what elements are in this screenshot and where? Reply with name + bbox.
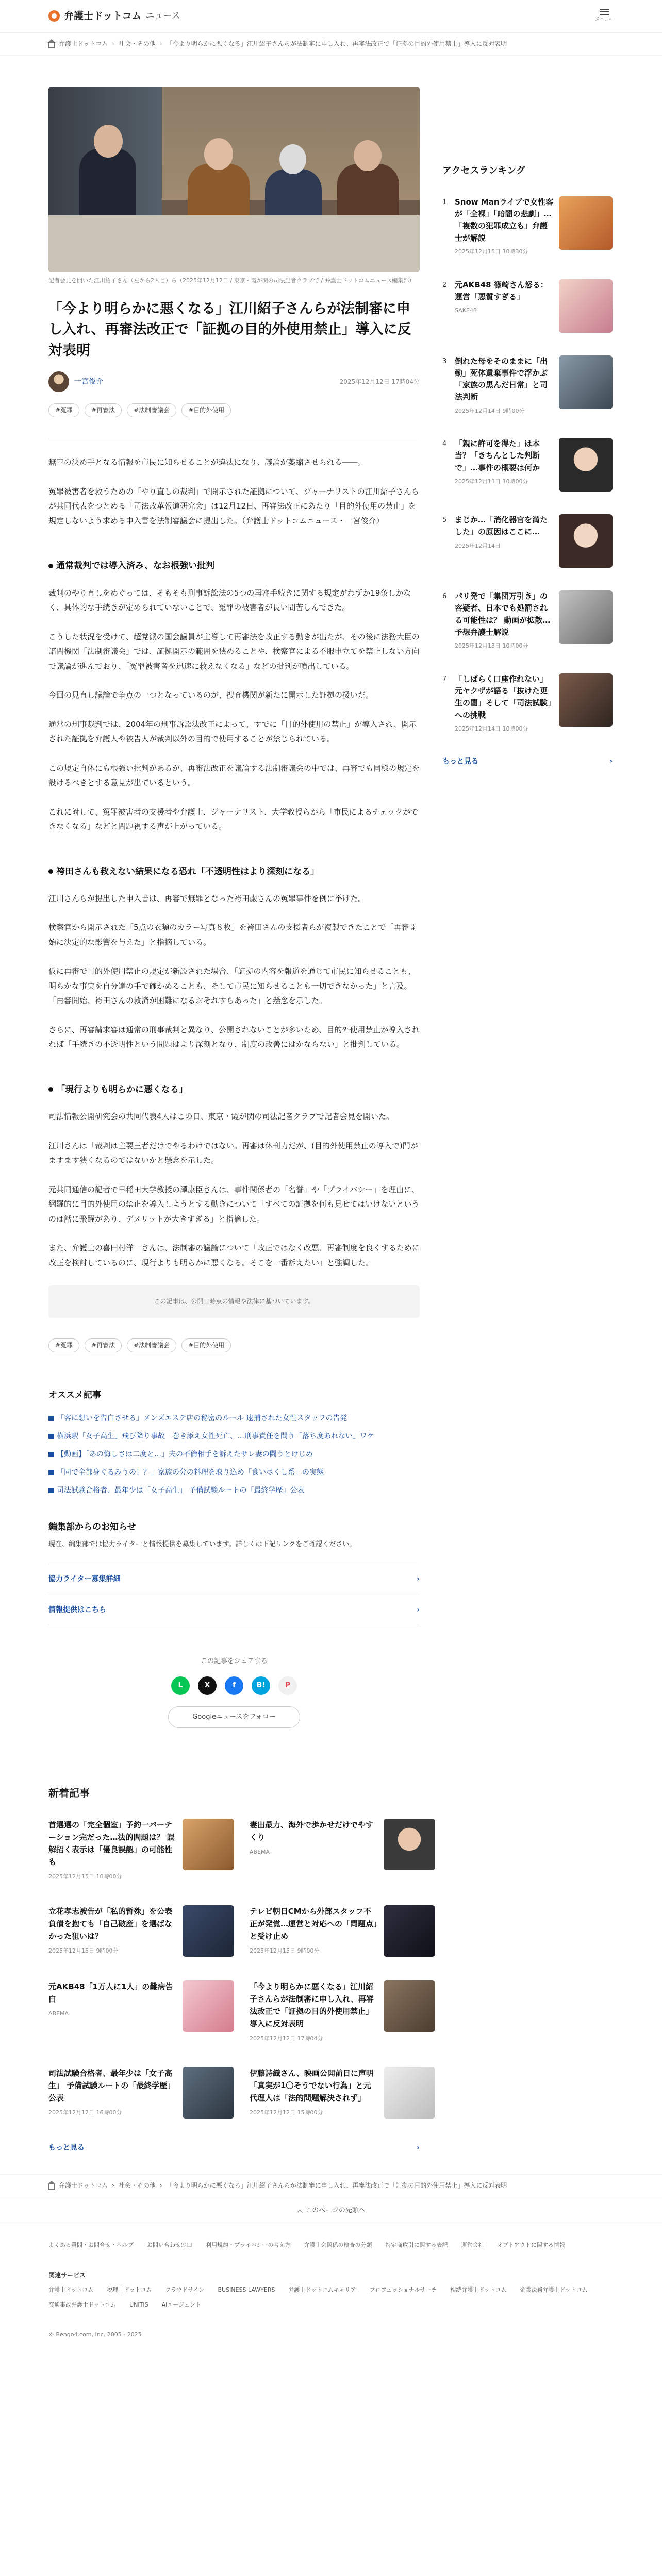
ranking-thumbnail (559, 196, 613, 250)
service-link[interactable]: AIエージェント (161, 2301, 201, 2309)
ranking-more-link[interactable]: もっと見る › (442, 756, 613, 767)
ranking-thumbnail (559, 590, 613, 644)
service-link[interactable]: 税理士ドットコム (107, 2286, 152, 2293)
article-thumbnail (384, 1819, 435, 1870)
share-title: この記事をシェアする (201, 1657, 268, 1665)
footer-links (48, 2241, 614, 2250)
breadcrumb-item[interactable]: 弁護士ドットコム (59, 40, 108, 47)
breadcrumb-item[interactable]: 弁護士ドットコム (59, 2182, 108, 2190)
new-article-card[interactable]: 妻出最力、海外で歩かせだけでやすくり ABEMA (250, 1819, 435, 1882)
ranking-item[interactable]: 4 「親に許可を得た」は本当？「きちんとした判断で」…事件の概要は何か 2025年12月13日 10時00分 (442, 438, 613, 492)
editor-text: 現在、編集部では協力ライターと情報提供を募集しています。詳しくは下記リンクをご確認ください。 (48, 1540, 356, 1548)
x-icon[interactable]: X (198, 1676, 217, 1695)
article-thumbnail (384, 1980, 435, 2032)
bullet-icon (48, 1087, 53, 1092)
recommended-title: オススメ記事 (48, 1390, 101, 1401)
square-bullet-icon (48, 1452, 54, 1457)
service-link[interactable]: 交通事故弁護士ドットコム (48, 2301, 117, 2309)
recommended-list (48, 1412, 420, 1498)
new-article-card[interactable]: 司法試験合格者、最年少は「女子高生」 予備試験ルートの「最終学歴」公表 2025年12月12日 16時00分 (48, 2067, 234, 2119)
services-title: 関連サービス (48, 2271, 86, 2279)
paragraph: この規定自体にも根強い批判があるが、再審法改正を議論する法制審議会の中では、再審でも同様の規定を設けるべきとする意見が出ているという。 (48, 763, 420, 788)
square-bullet-icon (48, 1488, 54, 1493)
chevron-right-icon: › (417, 1605, 420, 1614)
section-heading: 袴田さんも救えない結果になる恐れ「不透明性はより深刻になる」 (48, 865, 420, 879)
ranking-thumbnail (559, 355, 613, 409)
menu-button[interactable] (595, 9, 614, 23)
tag-chip[interactable]: #冤罪 (48, 1338, 79, 1352)
service-link[interactable]: BUSINESS LAWYERS (218, 2286, 275, 2293)
ranking-thumbnail (559, 514, 613, 568)
site-footer (0, 2225, 662, 2360)
breadcrumb-current: 「今より明らかに悪くなる」江川紹子さんらが法制審に申し入れ、再審法改正で「証拠の目的外使用禁止」導入に反対表明 (166, 40, 507, 47)
paragraph: 元共同通信の記者で早稲田大学教授の澤康臣さんは、事件関係者の「名誉」や「プライバシー」を理由に、網羅的に目的外使用の禁止を導入しようとする動きについて「すべての証拠を何も見せてはいけないというのは話に飛躍があり、デメリットが大きすぎる」と指摘した。 (48, 1184, 420, 1224)
new-articles-more-link[interactable]: もっと見る › (48, 2142, 420, 2154)
ranking-item[interactable]: 6 パリ発で「集団万引き」の容疑者、日本でも処罰される可能性は？ 動画が拡散…予想弁護士解説 2025年12月13日 10時00分 (442, 590, 613, 651)
site-logo[interactable] (48, 8, 180, 24)
service-link[interactable]: 企業法務弁護士ドットコム (520, 2286, 588, 2293)
ranking-item[interactable]: 7 「しばらく口座作れない」元ヤクザが語る「抜けた更生の闇」そして「司法試験」への挑戦 2025年12月14日 10時00分 (442, 673, 613, 734)
editor-links (48, 1564, 420, 1625)
paragraph: こうした状況を受けて、超党派の国会議員が主導して再審法を改正する動きが出たが、その後に法務大臣の諮問機関「法制審議会」では、証拠開示の範囲を狭めることや、検察官による不服申立てを禁止しない方向で議論が進んでおり、「冤罪被害者を迅速に救えなくなる」などの批判が噴出している。 (48, 632, 420, 671)
site-header (0, 0, 662, 33)
paragraph: これに対して、冤罪被害者の支援者や弁護士、ジャーナリスト、大学教授らから「市民によるチェックができなくなる」などと問題視する声が上がっている。 (48, 807, 419, 832)
info-submit-link[interactable]: 情報提供はこちら › (48, 1595, 420, 1625)
google-news-follow-button[interactable]: Googleニュースをフォロー (168, 1706, 300, 1728)
paragraph: 司法情報公開研究会の共同代表4人はこの日、東京・霞が関の司法記者クラブで記者会見を開いた。 (48, 1112, 394, 1122)
new-article-card[interactable]: 首選選の「完全個室」予約一バーテーション完だった…法的問題は？ 誤解招く表示は「優良誤認」の可能性も 2025年12月15日 10時00分 (48, 1819, 234, 1882)
paragraph: また、弁護士の喜田村洋一さんは、法制審の議論について「改正ではなく改悪、再審制度を良くするために改正を検討しているのに、現行よりも明らかに悪くなる。そこを一番訴えたい」と強調した。 (48, 1243, 420, 1267)
recommended-item[interactable]: 「客に想いを告白させる」メンズエステ店の秘密のルール 逮捕された女性スタッフの告発 (48, 1412, 420, 1425)
article-title: 「今より明らかに悪くなる」江川紹子さんらが法制審に申し入れ、再審法改正で「証拠の目的外使用禁止」導入に反対表明 (48, 300, 411, 359)
paragraph: 仮に再審で目的外使用禁止の規定が新設された場合、「証拠の内容を報道を通じて市民に知らせることも、明らかな事実を自分達の手で確かめることも、そして市民に知らせることも一切できなかった」と言及。「再審開始、袴田さんの救済が困難になるおそれすらあった」と懸念を示した。 (48, 967, 416, 1006)
recommended-item[interactable]: 司法試験合格者、最年少は「女子高生」 予備試験ルートの「最終学歴」公表 (48, 1484, 420, 1497)
square-bullet-icon (48, 1470, 54, 1475)
author-name: 一宮俊介 (74, 378, 103, 386)
footer-link[interactable]: 特定商取引に関する表記 (385, 2242, 448, 2249)
back-to-top[interactable]: ︿ このページの先頭へ (0, 2197, 662, 2225)
bullet-icon (48, 564, 53, 568)
editor-title: 編集部からのお知らせ (48, 1521, 136, 1532)
new-articles-grid (48, 1819, 440, 2118)
new-article-card[interactable]: 立花孝志被告が「私的暫殊」を公表 負債を抱ても「自己破産」を選ばなかった狙いは？ 2025年12月15日 9時00分 (48, 1905, 234, 1957)
section-heading: 「現行よりも明らかに悪くなる」 (48, 1083, 420, 1097)
ranking-item[interactable]: 5 まじか…「消化器官を満たした」の原因はここに… 2025年12月14日 (442, 514, 613, 568)
lead-paragraph: 無辜の決め手となる情報を市民に知らせることが違法になり、議論が萎縮させられる――。 (48, 457, 366, 467)
chevron-up-icon: ︿ (296, 2207, 306, 2215)
new-articles-section (0, 1785, 662, 2154)
new-article-card[interactable]: 元AKB48「1万人に1人」の難病告白 ABEMA (48, 1980, 234, 2043)
new-articles-title: 新着記事 (48, 1787, 90, 1800)
footer-link[interactable]: オプトアウトに関する情報 (497, 2242, 565, 2249)
chevron-right-icon: › (159, 40, 162, 47)
article-main (48, 87, 420, 1728)
ranking-title: アクセスランキング (442, 165, 525, 177)
sidebar (442, 87, 613, 1728)
breadcrumb-current: 「今より明らかに悪くなる」江川紹子さんらが法制審に申し入れ、再審法改正で「証拠の目的外使用禁止」導入に反対表明 (166, 2182, 507, 2190)
writer-recruit-link[interactable]: 協力ライター募集詳細 › (48, 1564, 420, 1595)
legal-notice: この記事は、公開日時点の情報や法律に基づいています。 (48, 1285, 420, 1318)
article-thumbnail (384, 1905, 435, 1957)
article-thumbnail (183, 1980, 234, 2032)
bullet-icon (48, 869, 53, 874)
ranking-item[interactable]: 2 元AKB48 篠崎さん怒る：運営「悪質すぎる」 SAKE48 (442, 279, 613, 333)
tag-chip[interactable]: #再審法 (85, 403, 122, 417)
hatena-icon[interactable]: B! (252, 1676, 270, 1695)
hero-photo (48, 87, 420, 272)
services-links (48, 2285, 614, 2310)
tag-chip[interactable]: #冤罪 (48, 403, 79, 417)
footer-link[interactable]: お問い合わせ窓口 (147, 2242, 192, 2249)
logo-sub-text: ニュース (145, 10, 180, 21)
footer-link[interactable]: 弁護士会関係の検査の分類 (304, 2242, 372, 2249)
hero-caption: 記者会見を開いた江川紹子さん（左から2人目）ら（2025年12月12日 / 東京・霞が関の司法記者クラブで / 弁護士ドットコムニュース編集部） (48, 277, 415, 284)
service-link[interactable]: クラウドサイン (165, 2286, 205, 2293)
paragraph: さらに、再審請求審は通常の刑事裁判と異なり、公開されないことが多いため、目的外使用禁止が導入されれば「手続きの不透明性という問題はより深刻となり、制度の改善にはかならない」と批判している。 (48, 1025, 420, 1049)
copyright: © Bengo4.com, Inc. 2005 - 2025 (48, 2331, 142, 2338)
logo-icon (48, 10, 60, 22)
paragraph: 検察官から開示された「5点の衣類のカラー写真８枚」を袴田さんの支援者らが複製できたことで「再審開始に決定的な影響を与えた」と指摘している。 (48, 923, 417, 947)
new-article-card[interactable]: 伊藤詩織さん、映画公開前日に声明「真実が1〇そうでない行為」と元代理人は「法的問題解決されず」 2025年12月12日 15時00分 (250, 2067, 435, 2119)
chevron-right-icon: › (159, 2182, 162, 2190)
tag-chip[interactable]: #再審法 (85, 1338, 122, 1352)
chevron-right-icon: › (417, 2143, 420, 2152)
footer-link[interactable]: よくある質問・お問合せ・ヘルプ (48, 2242, 134, 2249)
ranking-item[interactable]: 1 Snow Manライブで女性客が「全裸」「暗闇の悲劇」…「複数の犯罪成立も」弁護士が解説 2025年12月15日 10時30分 (442, 196, 613, 257)
author-link[interactable] (48, 371, 103, 392)
paragraph: 江川さんらが提出した申入書は、再審で無罪となった袴田巌さんの冤罪事件を例に挙げた。 (48, 893, 366, 903)
author-avatar (48, 371, 69, 392)
chevron-right-icon: › (609, 757, 613, 766)
ranking-thumbnail (559, 438, 613, 492)
service-link[interactable]: 弁護士ドットコム (48, 2286, 94, 2293)
home-icon[interactable] (48, 2184, 55, 2190)
ranking-item[interactable]: 3 倒れた母をそのままに「出勤」死体遺棄事件で浮かぶ「家族の黒んだ日常」と司法判断 2025年12月14日 9時00分 (442, 355, 613, 416)
paragraph: 今回の見直し議論で争点の一つとなっているのが、捜査機関が新たに開示した証拠の扱いだ。 (48, 690, 374, 700)
service-link[interactable]: 弁護士ドットコムキャリア (288, 2286, 356, 2293)
footer-link[interactable]: 利用規約・プライバシーの考え方 (206, 2242, 291, 2249)
ranking-thumbnail (559, 673, 613, 727)
recommended-item[interactable]: 「同で全部身ぐるみうの！？」家族の分の料理を取り込め「食い尽くし系」の実態 (48, 1466, 420, 1479)
chevron-right-icon: › (112, 2182, 114, 2190)
paragraph: 冤罪被害者を救うための「やり直しの裁判」で開示された証拠について、ジャーナリストの江川紹子さんらが共同代表をつとめる「司法改革報道研究会」は12月12日、再審法改正にあたり「目的外使用の禁止」を規定しないよう求める申入書を法制審議会に提出した。（弁護士ドットコムニュース・一宮俊介） (48, 486, 419, 526)
paragraph: 裁判のやり直しをめぐっては、そもそも刑事訴訟法の5つの再審手続きに関する規定がわずか19条しかなく、具体的な手続きが定められていないことで、冤罪の被害者が長い間苦しんできた。 (48, 588, 411, 613)
pocket-icon[interactable]: P (278, 1676, 297, 1695)
tag-list-bottom (48, 1338, 420, 1352)
share-section (48, 1656, 420, 1728)
service-link[interactable]: UNITIS (129, 2301, 148, 2309)
breadcrumb-bottom (0, 2174, 662, 2197)
footer-link[interactable]: 運営会社 (461, 2242, 484, 2249)
recommended-item[interactable]: 横浜駅「女子高生」飛び降り事故 巻き添え女性死亡、…刑事責任を問う「落ち度あれない」ワケ (48, 1430, 420, 1443)
share-icons (48, 1676, 420, 1695)
article-thumbnail (183, 1819, 234, 1870)
breadcrumb-item[interactable]: 社会・その他 (118, 2182, 156, 2190)
chevron-right-icon: › (417, 1575, 420, 1584)
tag-list (48, 403, 420, 417)
article-thumbnail (183, 2067, 234, 2119)
article-meta (48, 371, 420, 392)
service-link[interactable]: 相続弁護士ドットコム (450, 2286, 507, 2293)
ranking-thumbnail (559, 279, 613, 333)
article-thumbnail (183, 1905, 234, 1957)
breadcrumb (0, 33, 662, 56)
hamburger-icon (600, 9, 609, 15)
line-icon[interactable]: L (171, 1676, 190, 1695)
menu-label: メニュー (594, 17, 614, 23)
tag-chip[interactable]: #目的外使用 (181, 1338, 231, 1352)
article-body (48, 455, 420, 1270)
home-icon[interactable] (48, 43, 55, 48)
service-link[interactable]: プロフェッショナルサーチ (369, 2286, 437, 2293)
tag-chip[interactable]: #法制審議会 (127, 403, 176, 417)
paragraph: 江川さんは「裁判は主要三者だけでやるわけではない。再審は休刊力だが、(目的外使用禁止の導入で)門がますます狭くなるのではないかと懸念を示した。 (48, 1141, 418, 1165)
logo-main-text: 弁護士ドットコム (64, 10, 142, 22)
new-article-card[interactable]: 「今より明らかに悪くなる」江川紹子さんらが法制審に申し入れ、再審法改正で「証拠の目的外使用禁止」導入に反対表明 2025年12月12日 17時04分 (250, 1980, 435, 2043)
facebook-icon[interactable]: f (225, 1676, 243, 1695)
article-date: 2025年12月12日 17時04分 (339, 378, 420, 385)
tag-chip[interactable]: #法制審議会 (127, 1338, 176, 1352)
square-bullet-icon (48, 1416, 54, 1421)
chevron-right-icon: › (112, 40, 114, 47)
breadcrumb-item[interactable]: 社会・その他 (118, 40, 156, 47)
article-thumbnail (384, 2067, 435, 2119)
new-article-card[interactable]: テレビ朝日CMから外部スタッフ不正が発覚…運営と対応への「問題点」と受け止め 2025年12月15日 9時00分 (250, 1905, 435, 1957)
paragraph: 通常の刑事裁判では、2004年の刑事訴訟法改正によって、すでに「目的外使用の禁止」が導入され、開示された証拠を弁護人や被告人が裁判以外の目的で使用することが禁じられている。 (48, 719, 417, 744)
recommended-item[interactable]: 【動画】「あの悔しさは二度と…」夫の不倫相手を訴えたサレ妻の闘うとけじめ (48, 1448, 420, 1461)
section-heading: 通常裁判では導入済み、なお根強い批判 (48, 559, 420, 573)
square-bullet-icon (48, 1434, 54, 1439)
tag-chip[interactable]: #目的外使用 (181, 403, 231, 417)
